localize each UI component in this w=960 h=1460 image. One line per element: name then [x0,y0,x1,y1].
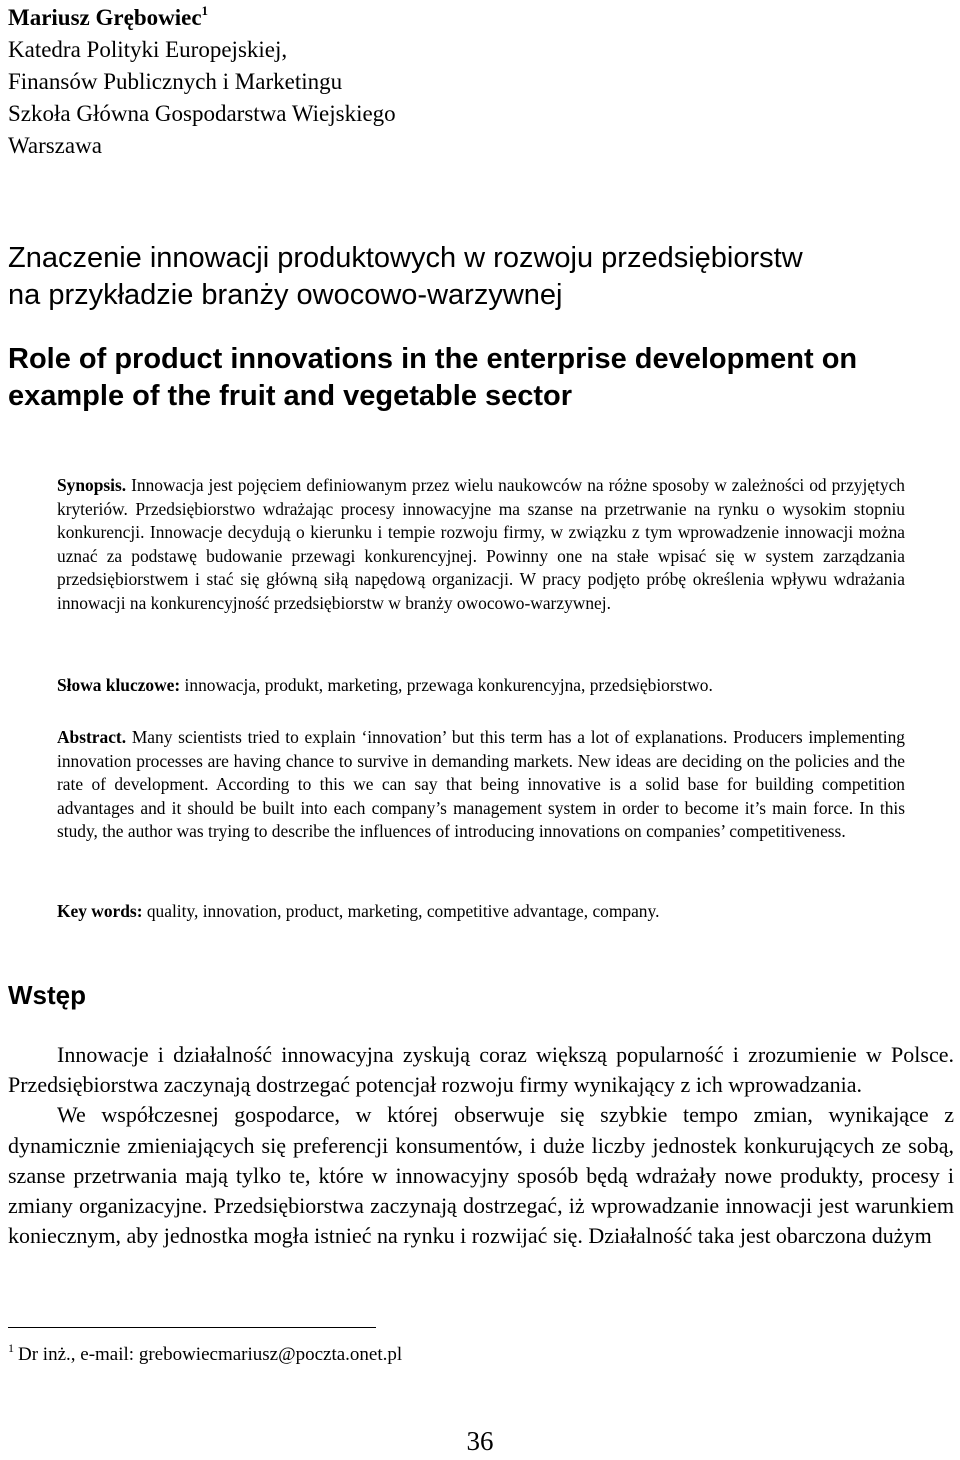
page-number: 36 [466,1426,494,1456]
footnote-text: Dr inż., e-mail: grebowiecmariusz@poczta.onet.pl [18,1344,403,1365]
title-english-line: Role of product innovations in the enterprise development on [8,343,858,375]
author-name: Mariusz Grębowiec$^1$ [8,3,209,30]
affiliation-line: Szkoła Główna Gospodarstwa Wiejskiego [8,101,396,126]
footnote-divider [8,1327,376,1328]
body-paragraph: Innowacje i działalność innowacyjna zyskują coraz większą popularność i zrozumienie w Polsce. Przedsiębiorstwa zaczynają dostrzegać potencjał rozwoju firmy wynikający z ich wprowadzania. [8,1042,954,1098]
abstract-label: Abstract. [57,727,127,747]
affiliation-line: Warszawa [8,133,102,158]
author-block [8,2,396,162]
title-polish [8,240,948,314]
footnote [8,1343,402,1367]
abstract-paragraph [57,726,905,844]
section-heading: Wstęp [8,980,86,1010]
synopsis-paragraph [57,474,905,615]
abstract-text: Many scientists tried to explain ‘innovation’ but this term has a lot of explanations. Producers implementing innovation processes are having chance to survive in demanding markets. New ideas are deciding on the policies and the rate of development. According to this we can say that being innovative is a solid base for building competition advantages and it should be built into each company’s management system in order to become it’s main force. In this study, the author was trying to describe the influences of introducing innovations on companies’ competitiveness. [57,727,905,841]
keywords-english-label: Key words: [57,901,143,921]
title-english [8,341,948,415]
keywords-polish-label: Słowa kluczowe: [57,675,181,695]
body-text [8,1040,954,1251]
title-english-line: example of the fruit and vegetable sector [8,380,573,412]
keywords-english-text: quality, innovation, product, marketing, competitive advantage, company. [146,901,660,921]
keywords-polish-text: innowacja, produkt, marketing, przewaga konkurencyjna, przedsiębiorstwo. [184,675,713,695]
synopsis-label: Synopsis. [57,475,127,495]
body-paragraph: We współczesnej gospodarce, w której obserwuje się szybkie tempo zmian, wynikające z dynamicznie zmieniających się preferencji konsumentów, i duże liczby jednostek konkurujących ze sobą, szanse przetrwania mają tylko te, które w innowacyjny sposób będą wdrażały nowe produkty, procesy i zmiany organizacyjne. Przedsiębiorstwa zaczynają dostrzegać, iż wprowadzanie innowacji jest warunkiem koniecznym, aby jednostka mogła istnieć na rynku i rozwijać się. Działalność taka jest obarczona dużym [8,1102,954,1249]
affiliation-line: Katedra Polityki Europejskiej, [8,37,288,62]
keywords-polish [57,674,905,698]
title-polish-line: na przykładzie branży owocowo-warzywnej [8,279,563,311]
title-polish-line: Znaczenie innowacji produktowych w rozwoju przedsiębiorstw [8,242,803,274]
author-footnote-mark: 1 [201,3,209,18]
footnote-mark: 1 [8,1341,14,1355]
synopsis-text: Innowacja jest pojęciem definiowanym przez wielu naukowców na różne sposoby w zależności od przyjętych kryteriów. Przedsiębiorstwo wdrażając procesy innowacyjne ma szanse na przetrwanie na rynku o wysokim stopniu konkurencji. Innowacje decydują o kierunku i tempie rozwoju firmy, w związku z tym wprowadzenie innowacji można uznać za podstawę budowanie przewagi konkurencyjnej. Powinny one na stałe wpisać się w system zarządzania przedsiębiorstwem i stać się główną siłą napędową organizacji. W pracy podjęto próbę określenia wpływu wdrażania innowacji na konkurencyjność przedsiębiorstw w branży owocowo-warzywnej. [57,475,905,613]
keywords-english [57,900,905,924]
affiliation-line: Finansów Publicznych i Marketingu [8,69,343,94]
